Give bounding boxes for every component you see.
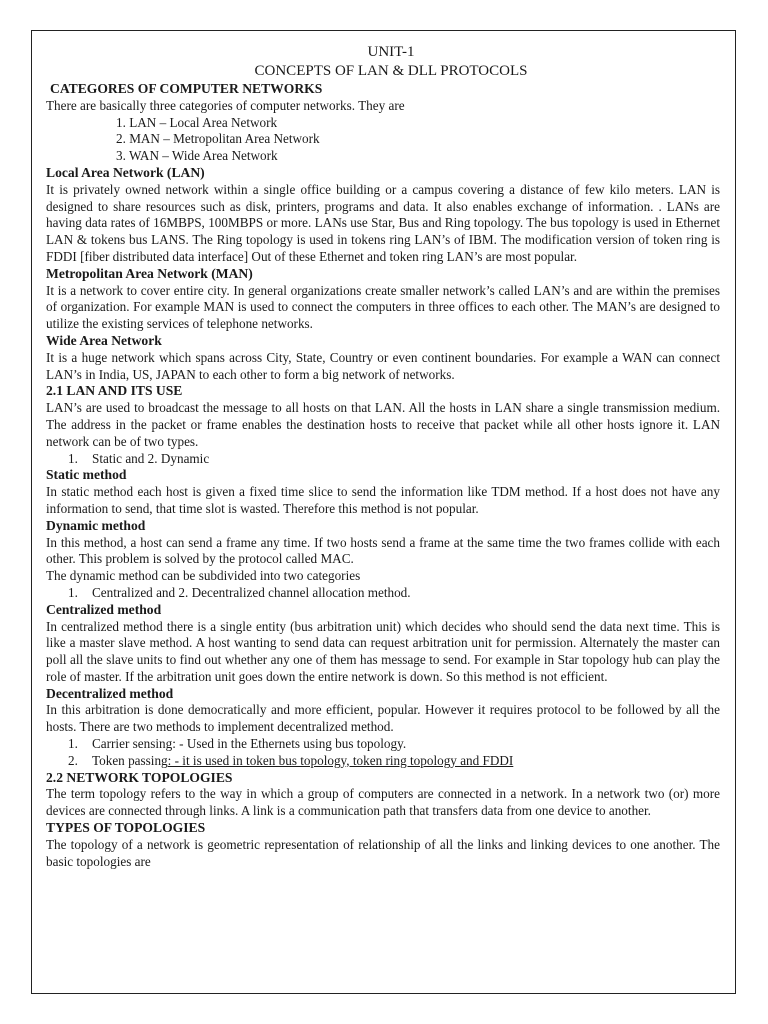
heading-centralized: Centralized method [46,601,162,617]
heading-types: TYPES OF TOPOLOGIES [46,820,206,836]
heading-dynamic: Dynamic method [46,517,146,533]
list-number: 1. [68,584,78,600]
list-item [68,736,720,753]
dynamic-paragraph-2: The dynamic method can be subdivided into two categories [46,568,361,584]
wan-paragraph: It is a huge network which spans across City, State, Country or even continent boundaries. For example a WAN can connect LAN’s in India, US, JAPAN to each other to form a big network of networks. [46,349,720,382]
heading-wan: Wide Area Network [46,332,162,348]
list-text: : - it is used in token bus topology, token ring topology and FDDI [167,752,514,768]
lan-paragraph: It is privately owned network within a single office building or a campus covering a distance of few kilo meters. LAN is designed to share resources such as disk, printers, programs and data. It also enables exchange of information. . LANs are having data rates of 16MBPS, 100MBPS or more. LANs use Star, Bus and Ring topology. The bus topology is used in Ethernet LAN & tokens bus LANS. The Ring topology is used in tokens ring LAN’s of IBM. The modification version of token ring is FDDI [fiber distributed data interface] Out of these Ethernet and token ring LAN’s are most popular. [46,181,720,264]
decentralized-list [46,736,720,770]
centralized-paragraph: In centralized method there is a single entity (bus arbitration unit) which decides who should send the data next time. This is like a master slave method. A host wanting to send data can request arbitration unit for permission. Alternately the master can poll all the slave units to find out whether any one of them has message to send. For example in Star topology hub can play the role of master. If the arbitration unit goes down the entire network is down. So this method is not efficient. [46,618,720,684]
topologies-paragraph: The term topology refers to the way in which a group of computers are connected in a network. In a network two (or) more devices are connected through links. A link is a communication path that transfers data from one device to another. [46,786,720,819]
lan-use-paragraph: LAN’s are used to broadcast the message to all hosts on that LAN. All the hosts in LAN share a single transmission medium. The address in the packet or frame enables the destination hosts to receive that packet while all other hosts ignore it. LAN network can be of two types. [46,400,720,449]
document-body [46,43,720,870]
page-title: CONCEPTS OF LAN & DLL PROTOCOLS [254,63,528,79]
list-number: 1. [68,450,78,466]
list-number: 1. [68,736,78,752]
man-paragraph: It is a network to cover entire city. In general organizations create smaller network’s called LAN’s and are within the premises of organization. For example MAN is used to connect the computers in three offices to each other. The MAN’s are designed to utilize the existing services of telephone networks. [46,282,720,332]
categories-intro: There are basically three categories of computer networks. They are [46,97,405,113]
categories-list [46,115,720,165]
list-text: Static and 2. Dynamic [92,450,210,466]
decentralized-paragraph: In this arbitration is done democratically and more efficient, popular. However it requires protocol to be followed by all the hosts. There are two methods to implement decentralized method. [46,702,720,735]
list-label: Token passing [92,752,168,768]
unit-title: UNIT-1 [367,44,415,60]
heading-categories: CATEGORES OF COMPUTER NETWORKS [50,81,323,96]
heading-man: Metropolitan Area Network (MAN) [46,265,253,281]
heading-lan: Local Area Network (LAN) [46,164,205,180]
heading-decentralized: Decentralized method [46,685,174,701]
heading-lan-use: 2.1 LAN AND ITS USE [46,383,183,399]
list-item [68,585,720,602]
list-item [68,451,720,468]
list-text: : - Used in the Ethernets using bus topology. [172,736,407,752]
heading-topologies: 2.2 NETWORK TOPOLOGIES [46,769,233,785]
list-item [68,753,720,770]
list-item: 3. WAN – Wide Area Network [116,148,278,164]
list-item: 1. LAN – Local Area Network [116,114,278,130]
list-text: Centralized and 2. Decentralized channel allocation method. [92,584,411,600]
dynamic-paragraph: In this method, a host can send a frame any time. If two hosts send a frame at the same time the two frames collide with each other. This problem is solved by the protocol called MAC. [46,534,720,567]
static-paragraph: In static method each host is given a fixed time slice to send the information like TDM method. If a host does not have any information to send, that time slot is wasted. Therefore this method is not popular. [46,484,720,516]
dynamic-list [46,585,720,602]
list-item: 2. MAN – Metropolitan Area Network [116,131,320,147]
lan-types-list [46,451,720,468]
types-paragraph: The topology of a network is geometric representation of relationship of all the links and linking devices to one another. The basic topologies are [46,836,720,869]
list-label: Carrier sensing [92,736,173,752]
list-number: 2. [68,752,78,768]
heading-static: Static method [46,467,127,483]
